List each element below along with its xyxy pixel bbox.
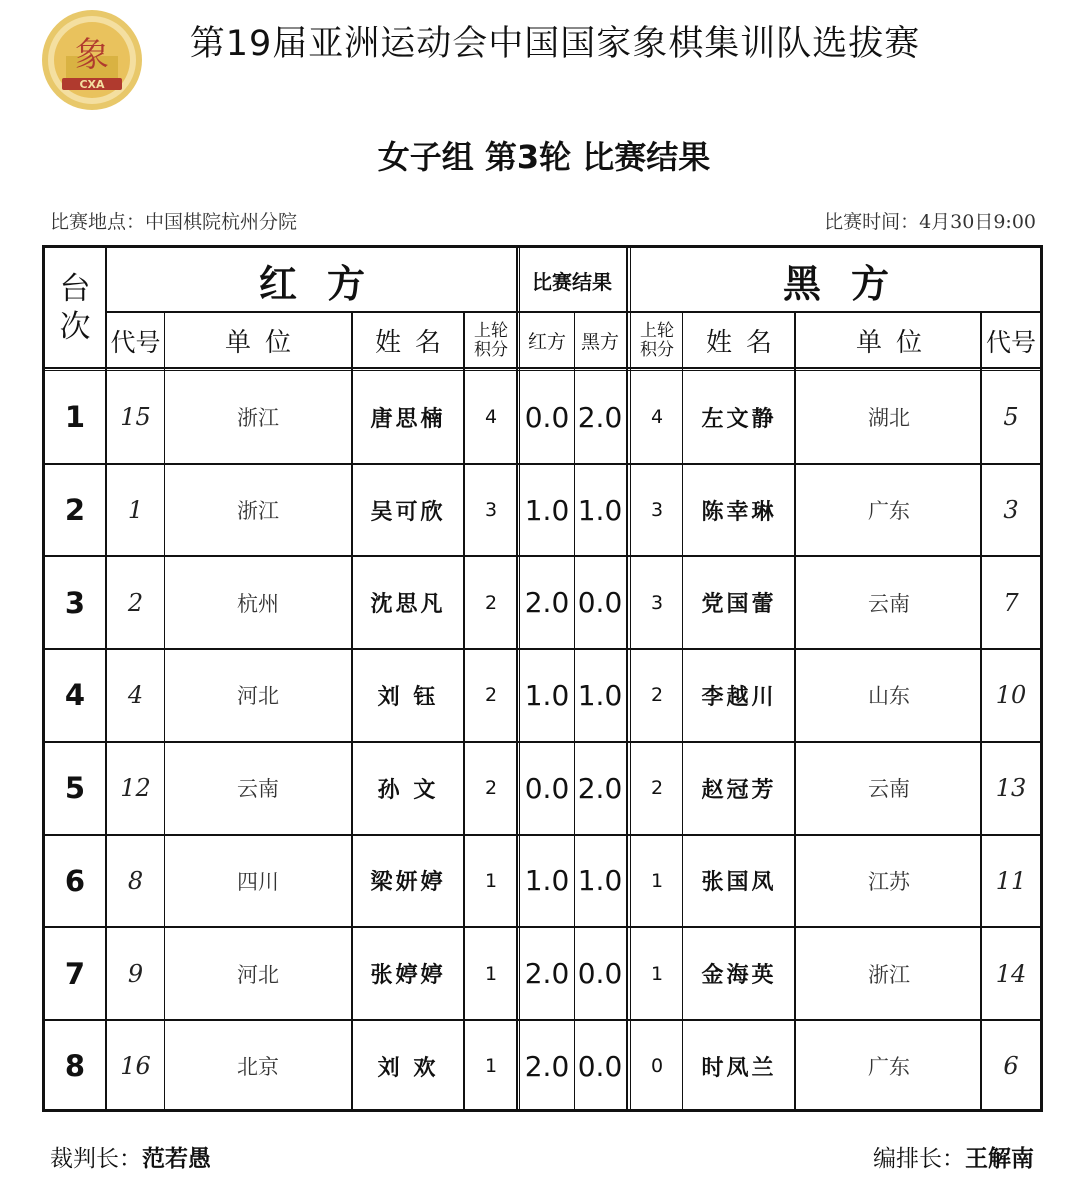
header-red-side: 红方 bbox=[258, 261, 395, 306]
chief-arranger bbox=[873, 1140, 1034, 1173]
red-unit: 河北 bbox=[237, 962, 279, 987]
black-score: 1.0 bbox=[577, 493, 623, 527]
black-prev-points: 2 bbox=[650, 684, 664, 707]
table-no: 8 bbox=[64, 1049, 86, 1084]
header-red-name: 姓名 bbox=[374, 328, 455, 358]
red-score: 1.0 bbox=[524, 678, 570, 712]
black-prev-points: 1 bbox=[650, 869, 664, 892]
red-name: 张婷婷 bbox=[370, 962, 446, 989]
black-unit: 云南 bbox=[868, 591, 910, 616]
black-name: 赵冠芳 bbox=[701, 776, 777, 803]
table-no: 1 bbox=[64, 400, 86, 435]
red-code: 16 bbox=[120, 1052, 151, 1081]
grid-line bbox=[980, 312, 982, 1109]
header-red-prev-points: 上轮积分 bbox=[474, 320, 508, 360]
grid-line bbox=[45, 834, 1040, 836]
black-name: 陈幸琳 bbox=[701, 498, 777, 525]
black-unit: 江苏 bbox=[868, 869, 910, 894]
red-score: 2.0 bbox=[524, 957, 570, 991]
black-code: 6 bbox=[1003, 1052, 1019, 1081]
red-code: 9 bbox=[127, 959, 144, 988]
header-result: 比赛结果 bbox=[532, 269, 612, 294]
red-score: 2.0 bbox=[524, 1049, 570, 1083]
header-black-score: 黑方 bbox=[580, 331, 619, 353]
page-title: 第19届亚洲运动会中国国家象棋集训队选拔赛 bbox=[189, 24, 921, 64]
red-prev-points: 2 bbox=[484, 591, 498, 614]
red-name: 刘 欢 bbox=[377, 1054, 439, 1081]
black-prev-points: 3 bbox=[650, 591, 664, 614]
black-prev-points: 0 bbox=[650, 1055, 664, 1078]
table-no: 4 bbox=[64, 678, 86, 713]
black-name: 金海英 bbox=[701, 962, 777, 989]
table-no: 3 bbox=[64, 585, 86, 620]
chief-referee-label: 裁判长： bbox=[50, 1146, 142, 1172]
grid-line bbox=[45, 741, 1040, 743]
svg-text:CXA: CXA bbox=[79, 78, 105, 91]
black-unit: 湖北 bbox=[868, 406, 910, 431]
black-score: 0.0 bbox=[577, 957, 623, 991]
grid-line bbox=[794, 312, 796, 1109]
table-no: 5 bbox=[64, 771, 86, 806]
red-unit: 河北 bbox=[237, 684, 279, 709]
grid-line bbox=[45, 370, 1040, 371]
table-no: 6 bbox=[64, 863, 86, 898]
red-prev-points: 1 bbox=[484, 962, 498, 985]
red-prev-points: 2 bbox=[484, 777, 498, 800]
red-score: 1.0 bbox=[524, 864, 570, 898]
red-name: 沈思凡 bbox=[370, 591, 446, 618]
grid-line bbox=[45, 367, 1040, 369]
header-black-code: 代号 bbox=[985, 327, 1036, 357]
grid-line bbox=[105, 248, 107, 1109]
red-prev-points: 1 bbox=[484, 869, 498, 892]
chief-referee bbox=[50, 1140, 211, 1173]
black-prev-points: 1 bbox=[650, 962, 664, 985]
chief-arranger-name: 王解南 bbox=[965, 1145, 1034, 1172]
black-unit: 广东 bbox=[868, 499, 910, 524]
red-code: 15 bbox=[120, 403, 151, 432]
venue-info: 比赛地点：中国棋院杭州分院 bbox=[50, 211, 298, 233]
black-unit: 浙江 bbox=[868, 962, 910, 987]
grid-line bbox=[516, 248, 518, 1109]
grid-line bbox=[45, 555, 1040, 557]
black-code: 14 bbox=[995, 959, 1027, 988]
red-name: 梁妍婷 bbox=[370, 869, 446, 896]
red-code: 1 bbox=[127, 496, 144, 525]
black-prev-points: 3 bbox=[650, 499, 664, 522]
red-score: 1.0 bbox=[524, 493, 570, 527]
red-unit: 浙江 bbox=[237, 499, 279, 524]
page-subtitle: 女子组 第3轮 比赛结果 bbox=[377, 138, 711, 176]
red-unit: 云南 bbox=[237, 777, 279, 802]
table-no: 2 bbox=[64, 493, 86, 528]
red-code: 4 bbox=[127, 681, 144, 710]
header-black-prev-points: 上轮积分 bbox=[640, 320, 674, 360]
black-prev-points: 4 bbox=[650, 406, 664, 429]
black-score: 2.0 bbox=[577, 771, 623, 805]
grid-line bbox=[626, 248, 628, 1109]
red-score: 0.0 bbox=[524, 771, 570, 805]
header-red-code: 代号 bbox=[110, 327, 161, 357]
black-name: 党国蕾 bbox=[701, 591, 777, 618]
black-code: 5 bbox=[1003, 403, 1019, 432]
grid-line bbox=[105, 311, 1040, 313]
grid-line bbox=[351, 312, 353, 1109]
grid-line bbox=[574, 312, 575, 1109]
black-score: 0.0 bbox=[577, 1049, 623, 1083]
red-code: 12 bbox=[120, 774, 151, 803]
table-no: 7 bbox=[64, 956, 86, 991]
red-name: 孙 文 bbox=[377, 776, 439, 803]
red-score: 2.0 bbox=[524, 586, 570, 620]
black-name: 时凤兰 bbox=[701, 1054, 777, 1081]
red-name: 刘 钰 bbox=[377, 683, 439, 710]
black-score: 1.0 bbox=[577, 678, 623, 712]
red-unit: 四川 bbox=[237, 869, 279, 894]
black-code: 13 bbox=[995, 774, 1027, 803]
header-black-side: 黑方 bbox=[782, 261, 919, 306]
red-unit: 杭州 bbox=[237, 591, 279, 616]
red-name: 吴可欣 bbox=[370, 498, 446, 525]
red-unit: 北京 bbox=[237, 1055, 279, 1080]
grid-line bbox=[519, 248, 520, 1109]
black-unit: 云南 bbox=[868, 777, 910, 802]
black-unit: 广东 bbox=[868, 1055, 910, 1080]
grid-line bbox=[682, 312, 683, 1109]
header-table-no: 台 次 bbox=[59, 271, 91, 345]
grid-line bbox=[463, 312, 465, 1109]
black-score: 2.0 bbox=[577, 400, 623, 434]
red-code: 2 bbox=[127, 588, 144, 617]
red-prev-points: 2 bbox=[484, 684, 498, 707]
black-score: 0.0 bbox=[577, 586, 623, 620]
chief-referee-name: 范若愚 bbox=[142, 1145, 211, 1172]
header-red-unit: 单位 bbox=[224, 328, 305, 358]
red-prev-points: 1 bbox=[484, 1055, 498, 1078]
grid-line bbox=[45, 1019, 1040, 1021]
black-name: 张国凤 bbox=[701, 869, 777, 896]
grid-line bbox=[45, 926, 1040, 928]
black-unit: 山东 bbox=[868, 684, 910, 709]
svg-text:象: 象 bbox=[75, 35, 109, 75]
black-name: 左文静 bbox=[701, 405, 777, 432]
black-prev-points: 2 bbox=[650, 777, 664, 800]
results-table bbox=[42, 245, 1043, 1112]
chief-arranger-label: 编排长： bbox=[873, 1146, 965, 1172]
black-code: 11 bbox=[995, 866, 1027, 895]
cxa-logo bbox=[40, 8, 144, 112]
grid-line bbox=[45, 463, 1040, 465]
grid-line bbox=[630, 248, 631, 1109]
black-score: 1.0 bbox=[577, 864, 623, 898]
red-unit: 浙江 bbox=[237, 406, 279, 431]
black-code: 7 bbox=[1003, 588, 1019, 617]
red-prev-points: 3 bbox=[484, 499, 498, 522]
red-name: 唐思楠 bbox=[370, 405, 446, 432]
grid-line bbox=[45, 648, 1040, 650]
header-black-name: 姓名 bbox=[705, 328, 786, 358]
black-code: 3 bbox=[1003, 496, 1019, 525]
header-black-unit: 单位 bbox=[855, 328, 936, 358]
header-red-score: 红方 bbox=[527, 331, 566, 353]
time-info: 比赛时间：4月30日9:00 bbox=[824, 211, 1036, 233]
red-prev-points: 4 bbox=[484, 406, 498, 429]
grid-line bbox=[164, 312, 165, 1109]
black-name: 李越川 bbox=[701, 683, 777, 710]
red-code: 8 bbox=[127, 866, 144, 895]
red-score: 0.0 bbox=[524, 400, 570, 434]
black-code: 10 bbox=[995, 681, 1027, 710]
